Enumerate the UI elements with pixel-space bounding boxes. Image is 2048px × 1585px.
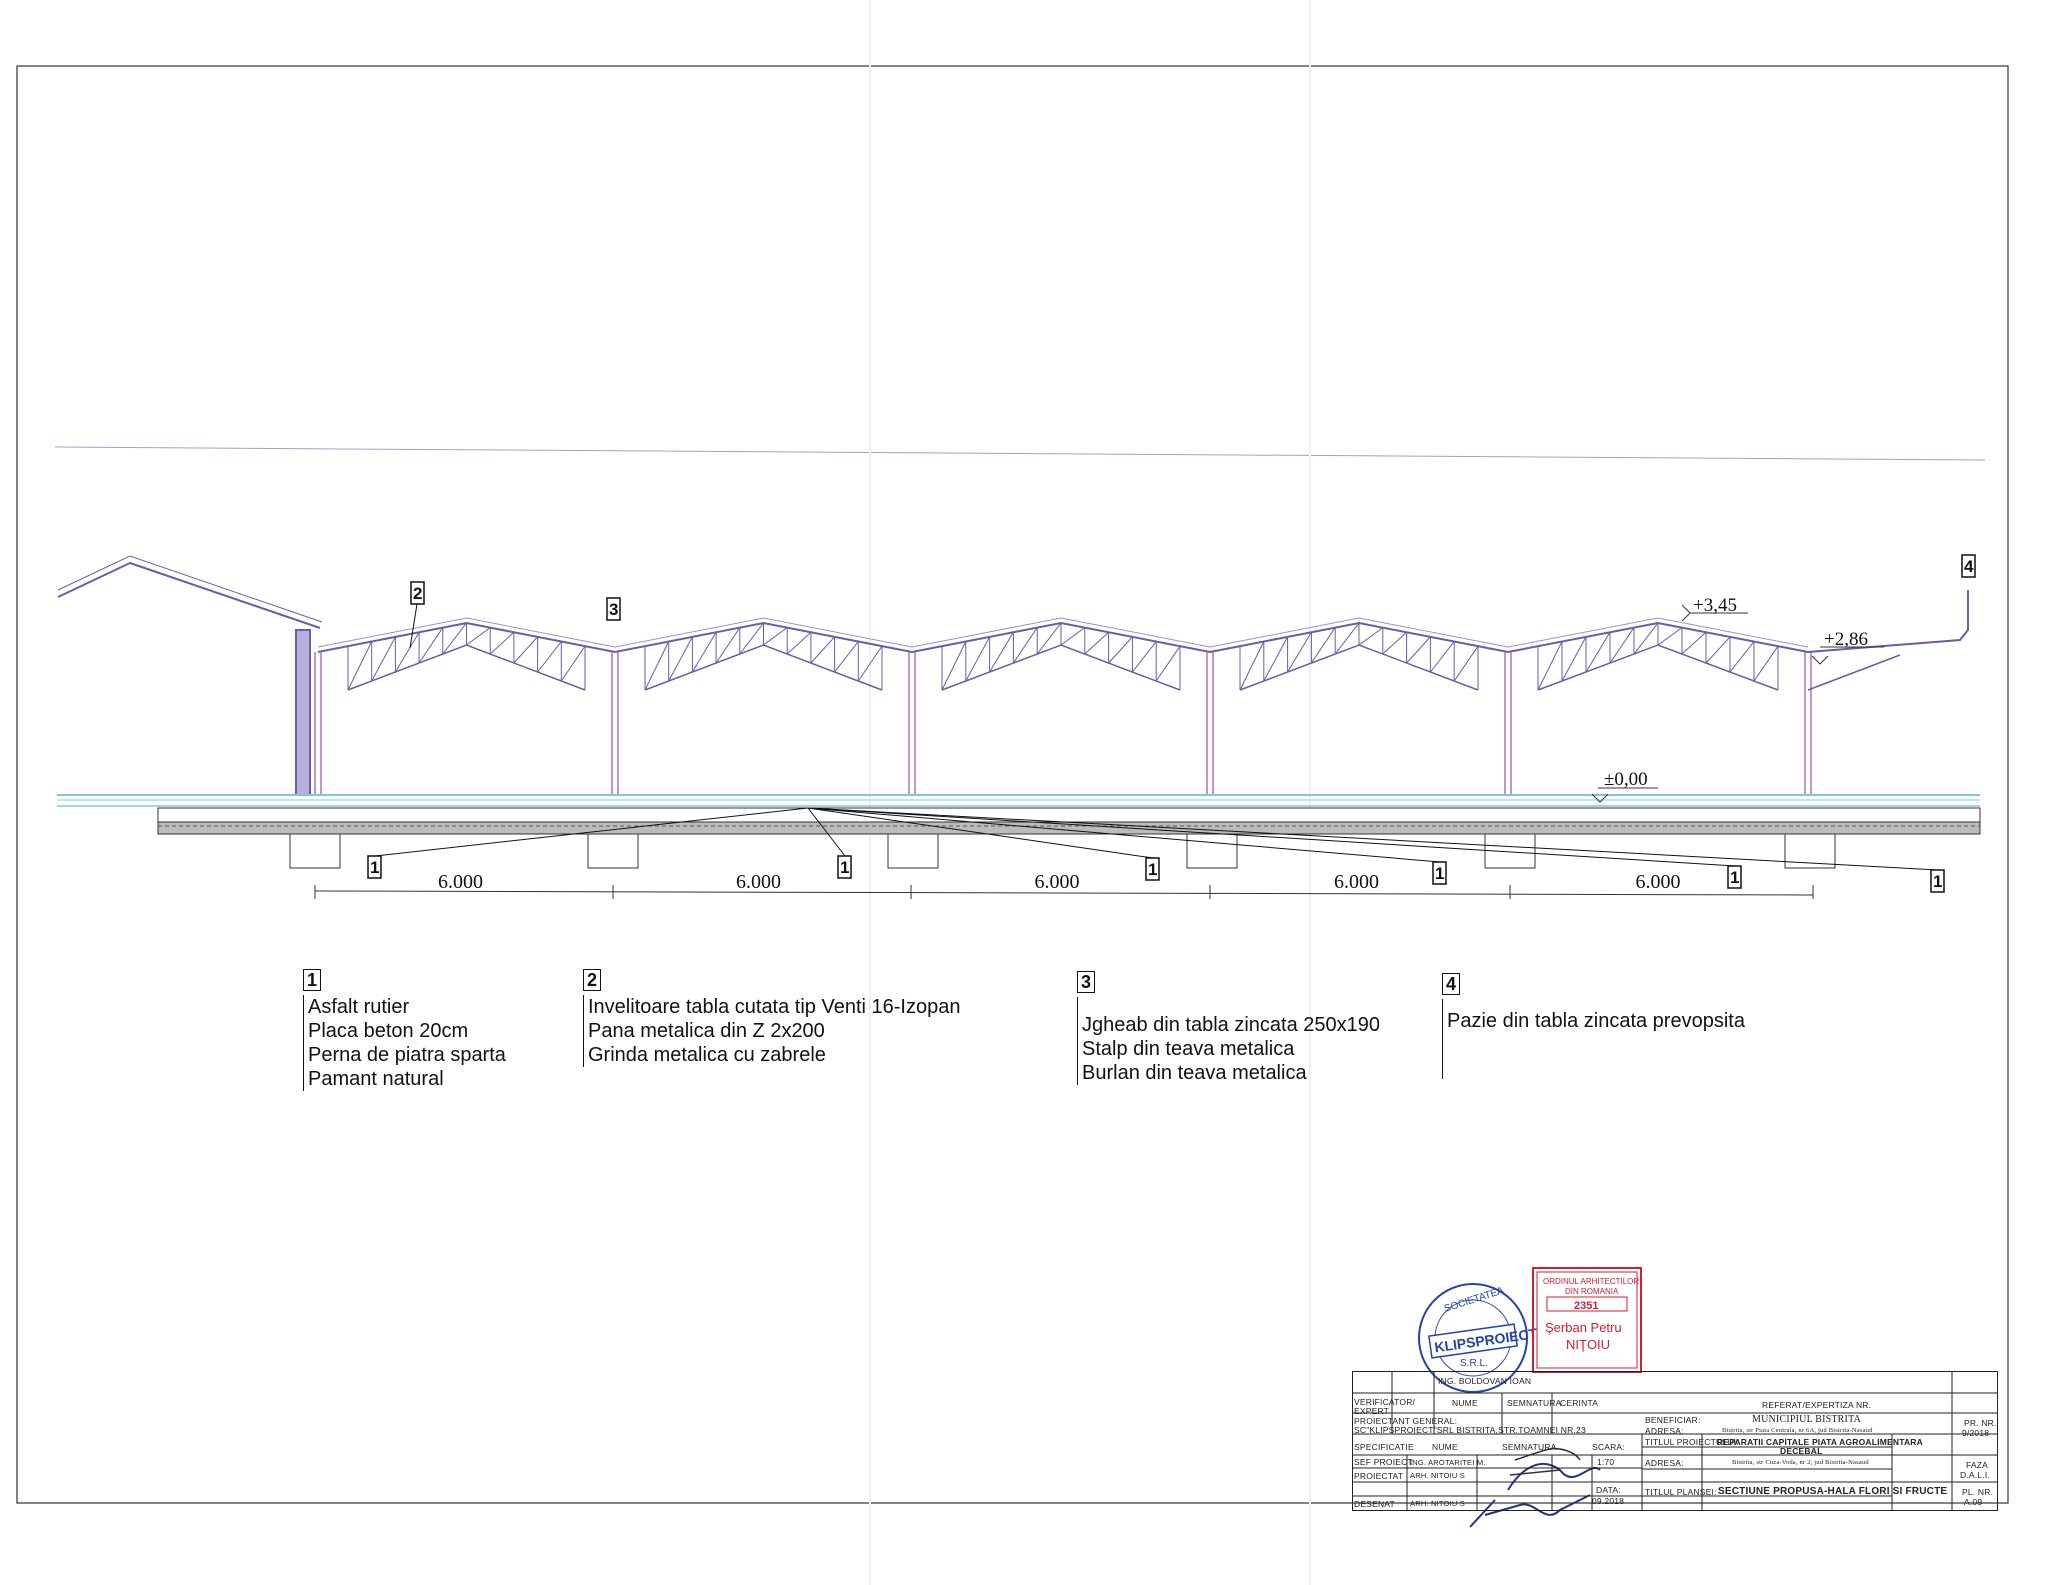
legend-lines [583, 995, 960, 1067]
tb-pr-nr: 9/2018 [1962, 1428, 1990, 1438]
tb-titlu-plansa-label: TITLUL PLANSEI: [1645, 1487, 1717, 1497]
tb-adresa-proiect: Bistrita, str Cuza-Voda, nr 2, jud Bistrita-Nasaud [1732, 1459, 1869, 1466]
legend-line: Pazie din tabla zincata prevopsita [1447, 1010, 1745, 1032]
bottom-chord [1240, 645, 1478, 690]
web-diagonal [1454, 646, 1478, 681]
web-diagonal [490, 632, 514, 654]
callout-tag-2 [410, 582, 424, 648]
tb-semnatura: SEMNATURA [1502, 1442, 1557, 1452]
legend-item-2 [583, 968, 960, 1067]
tb-proiectat-label: PROIECTAT [1354, 1471, 1404, 1481]
tb-titlu-proiect-1: REPARATII CAPITALE PIATA AGROALIMENTARA [1717, 1437, 1923, 1447]
title-block [1352, 1371, 1998, 1511]
web-diagonal [1132, 642, 1156, 672]
elevation-label: ±0,00 [1604, 769, 1648, 790]
callout-tag-4 [1962, 555, 1975, 577]
web-diagonal [467, 628, 491, 645]
dimension-label: 6.000 [736, 871, 781, 893]
web-diagonal [669, 637, 693, 681]
web-diagonal [395, 632, 419, 672]
web-diagonal [372, 637, 396, 681]
callout-number: 1 [1435, 864, 1445, 883]
tb-verificator: VERIFICATOR/ EXPERT [1354, 1397, 1416, 1416]
web-diagonal [990, 632, 1014, 672]
roof-bay [1210, 618, 1508, 690]
web-diagonal [1061, 628, 1085, 645]
svg-text:2351: 2351 [1574, 1300, 1599, 1312]
tb-pl-nr-label: PL. NR. [1962, 1487, 1994, 1497]
svg-text:2: 2 [413, 584, 423, 603]
legend-line: Jgheab din tabla zincata 250x190 [1082, 1014, 1381, 1036]
callout-number: 1 [1148, 860, 1158, 879]
web-diagonal [514, 637, 538, 663]
web-diagonal [1359, 628, 1383, 645]
web-diagonal [716, 628, 740, 663]
roof-structure [315, 590, 1968, 795]
elevation-marker-286 [1812, 629, 1884, 664]
roof-bay [318, 618, 615, 690]
tb-sef-proiect: ING. AROTARITEI M. [1410, 1458, 1486, 1467]
architect-stamp [1533, 1268, 1641, 1372]
tb-data-label: DATA: [1596, 1485, 1621, 1495]
footing [1187, 834, 1237, 868]
bottom-chord [348, 645, 585, 690]
web-diagonal [1288, 632, 1312, 672]
roof-bay [615, 618, 912, 690]
tb-beneficiar-label: BENEFICIAR: [1645, 1415, 1701, 1425]
fold-line [55, 447, 1985, 460]
roof-bay [1508, 618, 1808, 690]
dimension-label: 6.000 [1635, 871, 1681, 893]
existing-building [58, 556, 322, 795]
web-diagonal [692, 632, 716, 672]
tb-sef-proiect-label: SEF PROIECT: [1354, 1457, 1415, 1467]
web-diagonal [1430, 642, 1454, 672]
web-diagonal [811, 637, 835, 663]
dimension-line [315, 871, 1813, 899]
bottom-chord [942, 645, 1180, 690]
web-diagonal [1407, 637, 1431, 663]
dimension-label: 6.000 [1334, 871, 1379, 893]
footing [588, 834, 638, 868]
web-diagonal [1109, 637, 1133, 663]
tb-pl-nr: A.09 [1964, 1497, 1983, 1507]
web-diagonal [561, 646, 585, 681]
legend-lines [303, 995, 506, 1091]
legend-line: Pamant natural [308, 1068, 444, 1090]
legend-item-3 [1077, 970, 1380, 1085]
elevation-label: +2,86 [1824, 629, 1868, 650]
callout-number: 1 [370, 858, 380, 877]
svg-text:3: 3 [609, 600, 619, 619]
tb-scara: 1:70 [1597, 1457, 1615, 1467]
web-diagonal [1658, 628, 1682, 645]
svg-text:SOCIETATEA: SOCIETATEA [1442, 1285, 1506, 1315]
callout-number: 1 [840, 858, 850, 877]
legend-tag: 3 [1077, 971, 1095, 993]
footing [290, 834, 340, 868]
legend-item-1 [303, 968, 506, 1091]
tb-faza: D.A.L.I. [1960, 1470, 1990, 1480]
web-diagonal [1586, 632, 1610, 672]
tb-adresa-label-2: ADRESA: [1645, 1458, 1684, 1468]
tb-desenat-label: DESENAT [1354, 1499, 1395, 1509]
tb-desenat: ARH. NITOIU S [1410, 1499, 1465, 1508]
web-diagonal [787, 632, 811, 654]
legend-item-4 [1442, 972, 1745, 1079]
tb-referat: REFERAT/EXPERTIZA NR. [1762, 1400, 1872, 1410]
tb-top-name: ING. BOLDOVAN IOAN [1438, 1376, 1532, 1386]
legend-line: Invelitoare tabla cutata tip Venti 16-Izopan [588, 996, 961, 1018]
legend-line: Asfalt rutier [308, 996, 410, 1018]
legend-tag: 4 [1442, 973, 1460, 995]
tb-specificatie: SPECIFICATIE [1354, 1442, 1414, 1452]
footings [290, 834, 1835, 868]
web-diagonal [538, 642, 562, 672]
svg-text:ORDINUL ARHITECTILOR: ORDINUL ARHITECTILOR [1543, 1277, 1640, 1286]
legend-tag: 1 [303, 969, 321, 991]
ground-section [57, 795, 1980, 834]
tb-titlu-proiect-label: TITLUL PROIECTULUI: [1645, 1437, 1739, 1447]
svg-text:DIN ROMANIA: DIN ROMANIA [1565, 1287, 1619, 1296]
tb-beneficiar: MUNICIPIUL BISTRITA [1752, 1414, 1862, 1425]
legend-tag: 2 [583, 969, 601, 991]
web-diagonal [1311, 628, 1335, 663]
callout-number: 1 [1933, 872, 1943, 891]
svg-text:NIŢOIU: NIŢOIU [1566, 1337, 1611, 1352]
svg-text:KLIPSPROIECT: KLIPSPROIECT [1433, 1325, 1539, 1356]
legend-line: Grinda metalica cu zabrele [588, 1044, 826, 1066]
legend-line: Perna de piatra sparta [308, 1044, 506, 1066]
roof-bay [912, 618, 1210, 690]
callout-tag-3 [607, 598, 620, 620]
tb-data: 09.2018 [1592, 1496, 1625, 1506]
footing [888, 834, 938, 868]
bottom-chord [645, 645, 882, 690]
dimension-label: 6.000 [1034, 871, 1080, 893]
web-diagonal [1562, 637, 1586, 681]
web-diagonal [1156, 646, 1180, 681]
web-diagonal [1730, 642, 1754, 672]
elevation-label: +3,45 [1693, 595, 1737, 616]
tb-titlu-proiect-2: DECEBAL [1780, 1446, 1823, 1456]
svg-text:Şerban Petru: Şerban Petru [1545, 1320, 1622, 1335]
overhang-chord [1808, 655, 1900, 690]
web-diagonal [1682, 632, 1706, 654]
tb-adresa-ben: Bistrita, str Piata Centrala, nr 6A, jud Bistrita-Nasaud [1722, 1427, 1873, 1434]
legend-line: Pana metalica din Z 2x200 [588, 1020, 825, 1042]
tb-col-semnatura: SEMNATURA [1507, 1398, 1562, 1408]
tb-proiectant: SC"KLIPSPROIECT"SRL BISTRITA,STR.TOAMNEI NR.23 [1354, 1425, 1586, 1435]
legend-line: Placa beton 20cm [308, 1020, 469, 1042]
web-diagonal [764, 628, 788, 645]
tb-titlu-plansa: SECTIUNE PROPUSA-HALA FLORI SI FRUCTE [1718, 1486, 1948, 1497]
svg-text:4: 4 [1964, 557, 1974, 576]
callout-number: 1 [1730, 868, 1740, 887]
web-diagonal [1754, 646, 1778, 681]
elevation-marker-345 [1682, 595, 1748, 621]
legend-lines [1442, 999, 1745, 1079]
legend-line: Burlan din teava metalica [1082, 1062, 1307, 1084]
web-diagonal [1013, 628, 1037, 663]
dimension-label: 6.000 [438, 871, 483, 893]
web-diagonal [1085, 632, 1109, 654]
web-diagonal [1610, 628, 1634, 663]
tb-col-cerinta: CERINTA [1560, 1398, 1599, 1408]
web-diagonal [966, 637, 990, 681]
tb-adresa-label: ADRESA: [1645, 1426, 1684, 1436]
tb-faza-label: FAZA [1966, 1460, 1989, 1470]
tb-nume: NUME [1432, 1442, 1458, 1452]
bottom-chord [1538, 645, 1778, 690]
svg-text:S.R.L.: S.R.L. [1460, 1358, 1488, 1369]
tb-scara-label: SCARA: [1592, 1442, 1625, 1452]
legend-lines [1077, 997, 1380, 1085]
elevation-marker-000 [1592, 769, 1658, 802]
tb-proiectant-label: PROIECTANT GENERAL: [1354, 1416, 1458, 1426]
web-diagonal [835, 642, 859, 672]
legend-line: Stalp din teava metalica [1082, 1038, 1295, 1060]
web-diagonal [419, 628, 443, 663]
tb-col-nume: NUME [1452, 1398, 1478, 1408]
tb-proiectat: ARH. NITOIU S [1410, 1471, 1465, 1480]
web-diagonal [1706, 637, 1730, 663]
tb-pr-nr-label: PR. NR. [1964, 1418, 1997, 1428]
web-diagonal [1264, 637, 1288, 681]
web-diagonal [1383, 632, 1407, 654]
